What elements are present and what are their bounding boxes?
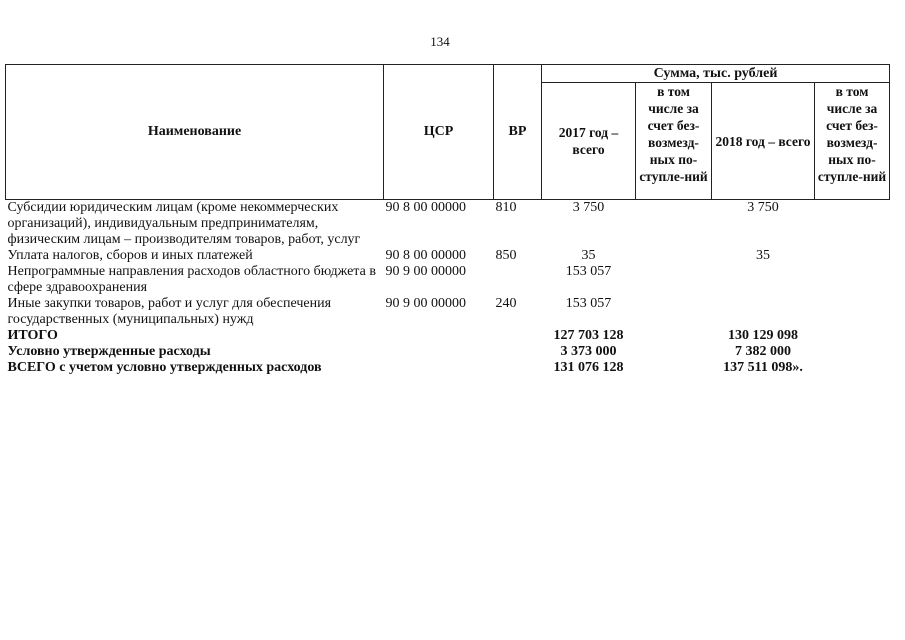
- header-name: Наименование: [6, 65, 384, 200]
- total-2018: 137 511 098».: [723, 360, 803, 375]
- row-name: Иные закупки товаров, работ и услуг для обеспечения государственных (муниципальных) нужд: [7, 296, 332, 327]
- header-2018-grants: в том числе за счет без-возмезд-ных по-ступле-ний: [815, 83, 890, 200]
- row-2018-grants: [815, 296, 890, 328]
- row-csr: 90 8 00 00000: [385, 248, 466, 263]
- total-2018: 7 382 000: [735, 344, 791, 359]
- page-number: 134: [430, 34, 450, 49]
- row-2017-grants: [636, 296, 712, 328]
- table-row: [6, 200, 890, 249]
- row-2017-total: 153 057: [565, 296, 612, 311]
- row-vr: 240: [495, 296, 517, 311]
- row-2018-total: [712, 264, 815, 296]
- row-2017-grants: [636, 248, 712, 264]
- header-2017-grants: в том числе за счет без-возмезд-ных по-ступле-ний: [636, 83, 712, 200]
- table-row: [6, 248, 890, 264]
- row-2017-total: 153 057: [565, 264, 612, 279]
- row-name: Уплата налогов, сборов и иных платежей: [7, 248, 253, 263]
- row-name: Непрограммные направления расходов областного бюджета в сфере здравоохранения: [7, 264, 376, 295]
- total-row-grand: [6, 360, 890, 376]
- total-2018: 130 129 098: [728, 328, 798, 343]
- budget-table: [5, 64, 890, 376]
- total-name: Условно утвержденные расходы: [7, 344, 211, 359]
- table-row: [6, 264, 890, 296]
- row-csr: 90 8 00 00000: [385, 200, 466, 215]
- total-name: ИТОГО: [7, 328, 58, 343]
- row-2018-grants: [815, 264, 890, 296]
- row-2017-total: 3 750: [572, 200, 605, 215]
- table-header: [6, 65, 890, 200]
- table-body: [6, 200, 890, 377]
- row-vr: 810: [495, 200, 517, 215]
- row-vr: [494, 264, 542, 296]
- row-2018-total: 3 750: [747, 200, 779, 215]
- row-csr: 90 9 00 00000: [385, 296, 466, 311]
- table-row: [6, 296, 890, 328]
- row-2018-total: [712, 296, 815, 328]
- row-vr: 850: [495, 248, 517, 263]
- row-2018-grants: [815, 248, 890, 264]
- total-row-itogo: [6, 328, 890, 344]
- row-2017-grants: [636, 264, 712, 296]
- header-2017-total: 2017 год – всего: [542, 83, 636, 200]
- row-2018-grants: [815, 200, 890, 249]
- total-2017: 3 373 000: [560, 344, 617, 359]
- row-2017-total: 35: [581, 248, 596, 263]
- total-2017: 131 076 128: [553, 360, 624, 375]
- total-row-conditional: [6, 344, 890, 360]
- row-csr: 90 9 00 00000: [385, 264, 466, 279]
- header-vr: ВР: [494, 65, 542, 200]
- header-csr: ЦСР: [384, 65, 494, 200]
- header-sum-group: Сумма, тыс. рублей: [542, 65, 890, 83]
- total-name: ВСЕГО с учетом условно утвержденных расходов: [7, 360, 322, 375]
- header-2018-total: 2018 год – всего: [712, 83, 815, 200]
- row-2017-grants: [636, 200, 712, 249]
- total-2017: 127 703 128: [553, 328, 624, 343]
- row-name: Субсидии юридическим лицам (кроме некоммерческих организаций), индивидуальным предпринимателям, физическим лицам – производителям товаров, работ, услуг: [7, 200, 361, 247]
- row-2018-total: 35: [756, 248, 770, 263]
